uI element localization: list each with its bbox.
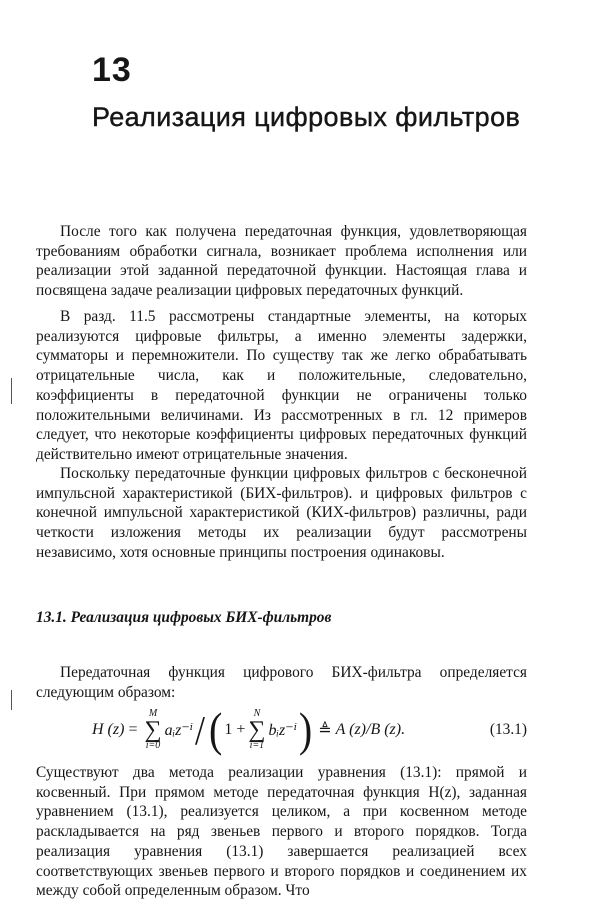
numerator-term: aᵢz⁻ⁱ [164, 722, 193, 739]
equation-lhs: H (z) [92, 721, 125, 738]
paragraph-iir-fir: Поскольку передаточные функции цифровых фильтров с бесконечной импульсной характеристикой (БИХ-фильтров). и цифровых фильтров с конечной импульсной характеристикой (КИХ-фильтров) различны, ради четкости изложения методы их реализации будут рассмотрены независимо, хотя основные принципы построения одинаковы. [36, 465, 527, 561]
paragraph-elements: В разд. 11.5 рассмотрены стандартные элементы, на которых реализуются цифровые фильтры, а именно элементы задержки, сумматоры и перемножители. По существу так же легко обрабатывать отрицательные числа, как и положительные, следовательно, коэффициенты в передаточной функции не ограничены только положительными величинами. Из рассмотренных в гл. 12 примеров следует, что некоторые коэффициенты цифровых передаточных функций действительно имеют отрицательные значения. [36, 308, 527, 463]
equation-body [92, 700, 405, 760]
sum-lower-limit: i=1 [249, 740, 265, 751]
denominator-one-plus: 1 + [224, 721, 246, 738]
sum-upper-limit: M [148, 708, 158, 719]
close-paren: ) [298, 702, 313, 757]
margin-mark [11, 690, 12, 710]
equation-equals: = [128, 721, 138, 738]
chapter-title: Реализация цифровых фильтров [92, 102, 521, 132]
open-paren: ( [209, 702, 223, 757]
section-intro: Передаточная функция цифрового БИХ-фильтра определяется следующим образом: [36, 664, 527, 701]
sigma-symbol: ∑ [144, 717, 162, 743]
section-heading: 13.1. Реализация цифровых БИХ-фильтров [36, 609, 332, 626]
defined-as-symbol: ≜ [318, 722, 332, 739]
paragraph-intro: После того как получена передаточная функция, удовлетворяющая требованиям обработки сигнала, возникает проблема исполнения или реализации этой заданной передаточной функции. Настоящая глава и посвящена задаче реализации цифровых передаточных функций. [36, 223, 527, 300]
sum-upper-limit: N [253, 708, 261, 719]
sigma-symbol: ∑ [248, 717, 266, 743]
transfer-function-equation [36, 700, 527, 760]
margin-mark [11, 378, 12, 404]
denominator-term: bᵢz⁻ⁱ [268, 722, 297, 739]
equation-rhs: A (z)/B (z). [335, 721, 406, 738]
sum-denominator [248, 709, 265, 751]
fraction-slash: / [195, 707, 206, 753]
equation-number: (13.1) [489, 721, 527, 738]
sum-numerator [144, 709, 161, 751]
paragraph-methods: Существуют два метода реализации уравнения (13.1): прямой и косвенный. При прямом методе передаточная функция H(z), заданная уравнением (13.1), реализуется целиком, а при косвенном методе раскладывается на ряд звеньев первого и второго порядков. Тогда реализация уравнения (13.1) завершается реализацией всех соответствующих звеньев первого и второго порядков и соединением их между собой определенным образом. Что [36, 764, 527, 900]
sum-lower-limit: i=0 [145, 740, 161, 751]
chapter-number: 13 [92, 51, 132, 89]
